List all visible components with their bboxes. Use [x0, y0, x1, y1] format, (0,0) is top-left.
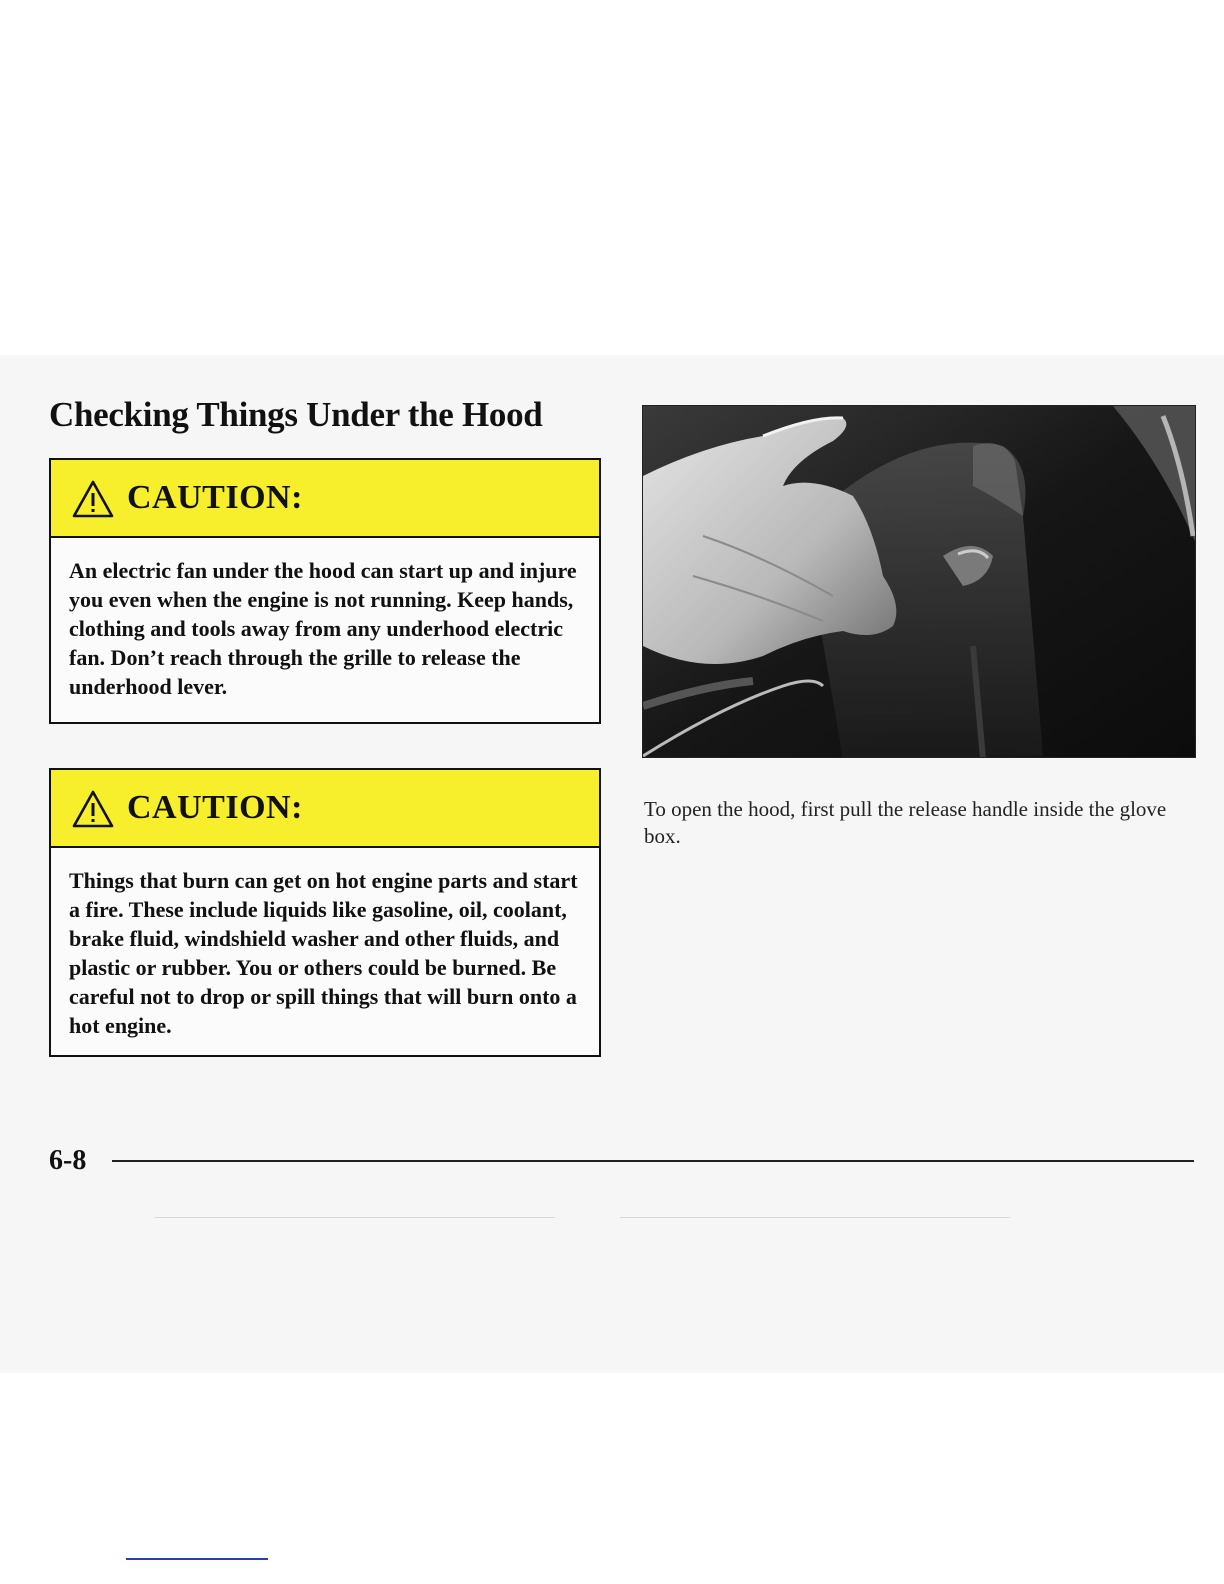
- caution-box-fan: [49, 458, 601, 724]
- faint-scan-line: [620, 1217, 1010, 1218]
- caution-text: Things that burn can get on hot engine parts and start a fire. These include liquids like gasoline, oil, coolant, brake fluid, windshield washer and other fluids, and plastic or rubber. You or others could be burned. Be careful not to drop or spill things that will burn onto a hot engine.: [69, 868, 578, 1038]
- caution-title: CAUTION:: [127, 789, 303, 826]
- caution-header: [51, 770, 599, 848]
- hood-release-photo: [642, 405, 1196, 758]
- page-number: 6-8: [49, 1145, 87, 1176]
- scan-artifact-line: [126, 1558, 268, 1560]
- warning-triangle-icon: [71, 789, 115, 829]
- footer-rule: [112, 1160, 1194, 1162]
- hood-instruction-text: To open the hood, first pull the release handle inside the glove box.: [644, 797, 1167, 848]
- page-title: Checking Things Under the Hood: [49, 395, 543, 434]
- caution-text: An electric fan under the hood can start up and injure you even when the engine is not running. Keep hands, clothing and tools away from any underhood electric fan. Don’t reach through the grille to release the underhood lever.: [69, 558, 577, 699]
- caution-title: CAUTION:: [127, 479, 303, 516]
- warning-triangle-icon: [71, 479, 115, 519]
- faint-scan-line: [155, 1217, 555, 1218]
- caution-header: [51, 460, 599, 538]
- caution-box-fire: [49, 768, 601, 1057]
- hand-pulling-release-handle-illustration: [643, 406, 1196, 758]
